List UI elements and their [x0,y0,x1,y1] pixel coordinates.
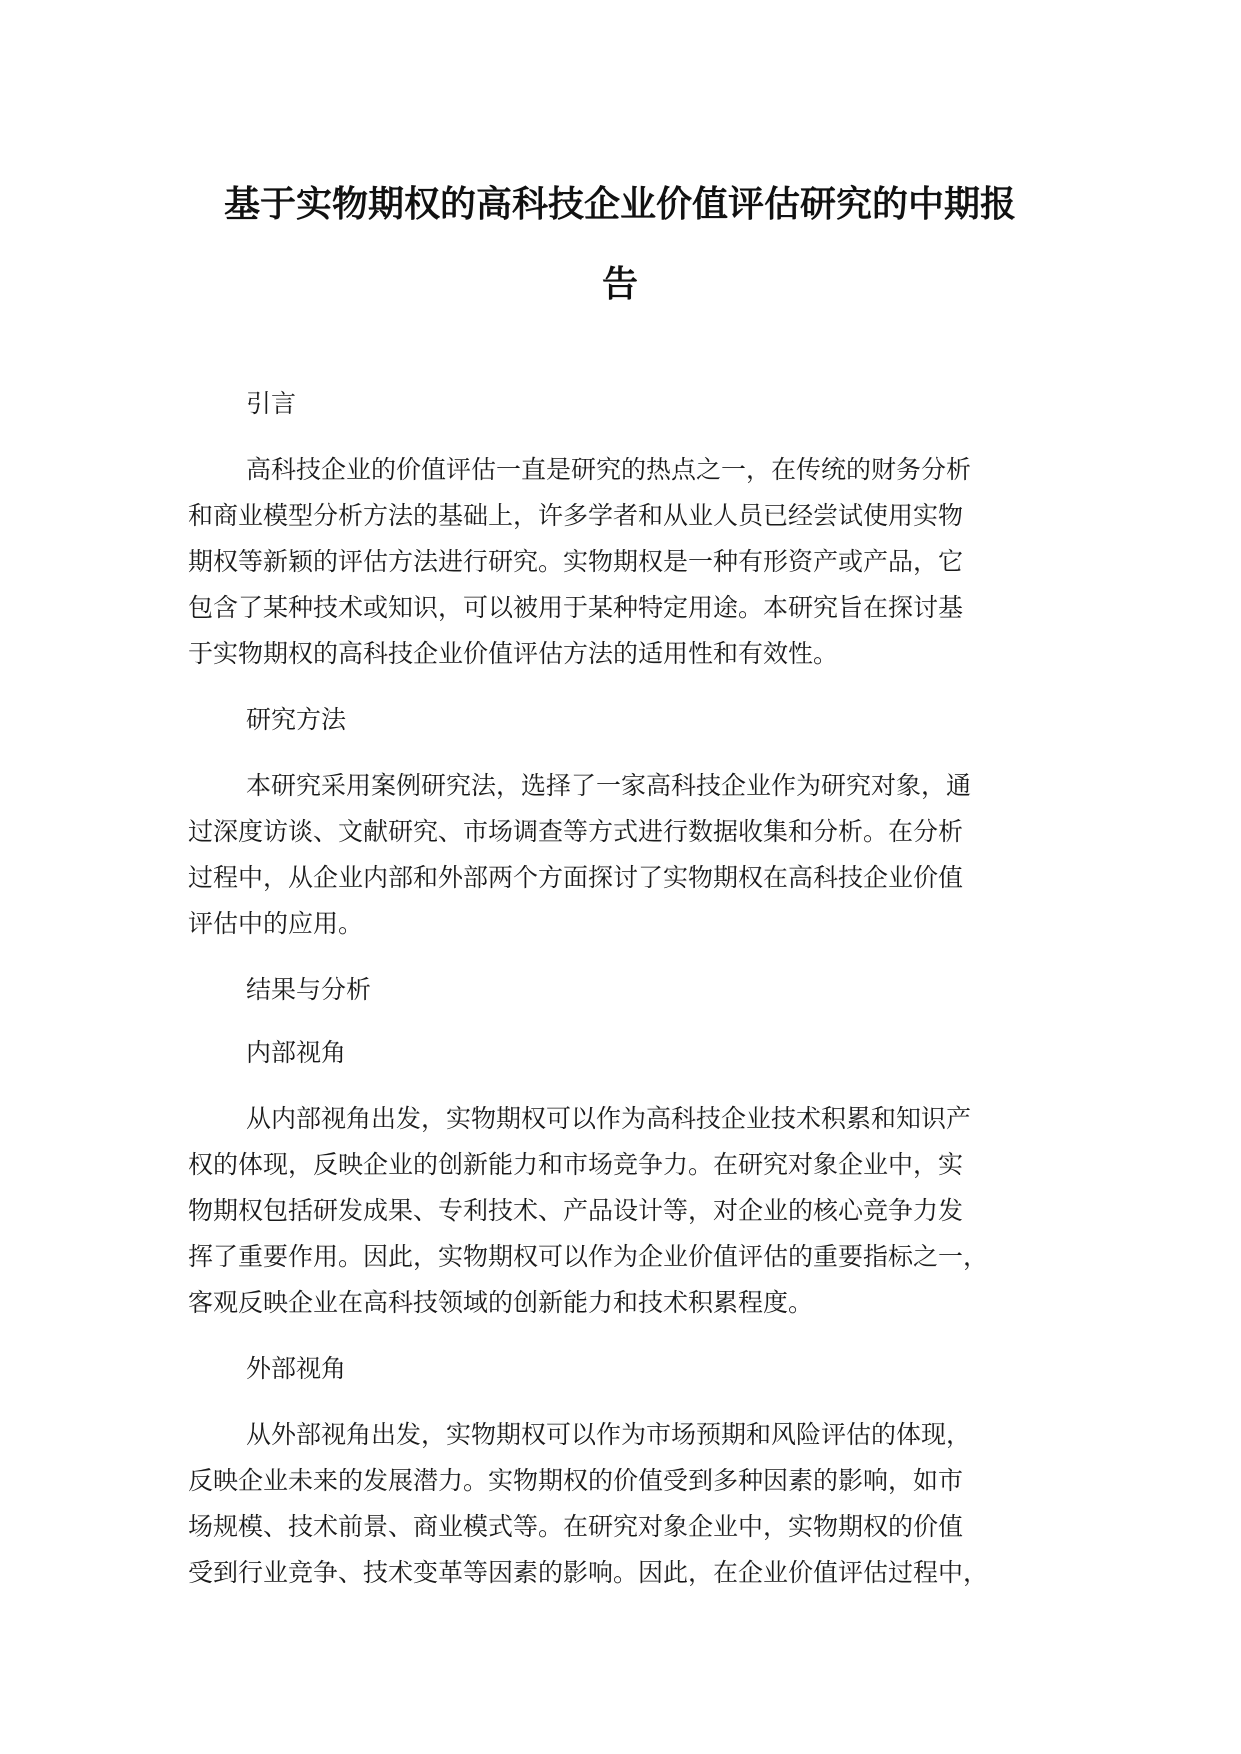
section-heading-intro: 引言 [246,389,297,418]
paragraph-line: 过程中，从企业内部和外部两个方面探讨了实物期权在高科技企业价值 [188,863,964,892]
paragraph-internal [188,1096,1078,1326]
section-heading-external: 外部视角 [246,1354,347,1383]
paragraph-external [188,1412,1078,1596]
paragraph-line: 从外部视角出发，实物期权可以作为市场预期和风险评估的体现， [246,1420,972,1449]
paragraph-line: 本研究采用案例研究法，选择了一家高科技企业作为研究对象，通 [246,771,972,800]
section-heading-method: 研究方法 [246,705,347,734]
paragraph-line: 于实物期权的高科技企业价值评估方法的适用性和有效性。 [188,639,839,668]
paragraph-line: 从内部视角出发，实物期权可以作为高科技企业技术积累和知识产 [246,1104,972,1133]
paragraph-line: 挥了重要作用。因此，实物期权可以作为企业价值评估的重要指标之一， [188,1242,989,1271]
paragraph-line: 和商业模型分析方法的基础上，许多学者和从业人员已经尝试使用实物 [188,501,964,530]
document-title-line-2: 告 [601,264,638,305]
paragraph-line: 客观反映企业在高科技领域的创新能力和技术积累程度。 [188,1288,814,1317]
document-body [188,384,1078,1619]
paragraph-line: 物期权包括研发成果、专利技术、产品设计等，对企业的核心竞争力发 [188,1196,964,1225]
paragraph-line: 反映企业未来的发展潜力。实物期权的价值受到多种因素的影响，如市 [188,1466,964,1495]
paragraph-line: 受到行业竞争、技术变革等因素的影响。因此，在企业价值评估过程中， [188,1558,989,1587]
paragraph-line: 评估中的应用。 [188,909,364,938]
section-heading-internal: 内部视角 [246,1038,347,1067]
paragraph-line: 期权等新颖的评估方法进行研究。实物期权是一种有形资产或产品，它 [188,547,964,576]
paragraph-method [188,763,1078,947]
paragraph-line: 包含了某种技术或知识，可以被用于某种特定用途。本研究旨在探讨基 [188,593,964,622]
paragraph-line: 高科技企业的价值评估一直是研究的热点之一，在传统的财务分析 [246,455,972,484]
section-heading-results: 结果与分析 [246,975,372,1004]
paragraph-intro [188,447,1078,677]
paragraph-line: 场规模、技术前景、商业模式等。在研究对象企业中，实物期权的价值 [188,1512,964,1541]
paragraph-line: 权的体现，反映企业的创新能力和市场竞争力。在研究对象企业中，实 [188,1150,964,1179]
paragraph-line: 过深度访谈、文献研究、市场调查等方式进行数据收集和分析。在分析 [188,817,964,846]
document-title-line-1: 基于实物期权的高科技企业价值评估研究的中期报 [223,184,1016,225]
